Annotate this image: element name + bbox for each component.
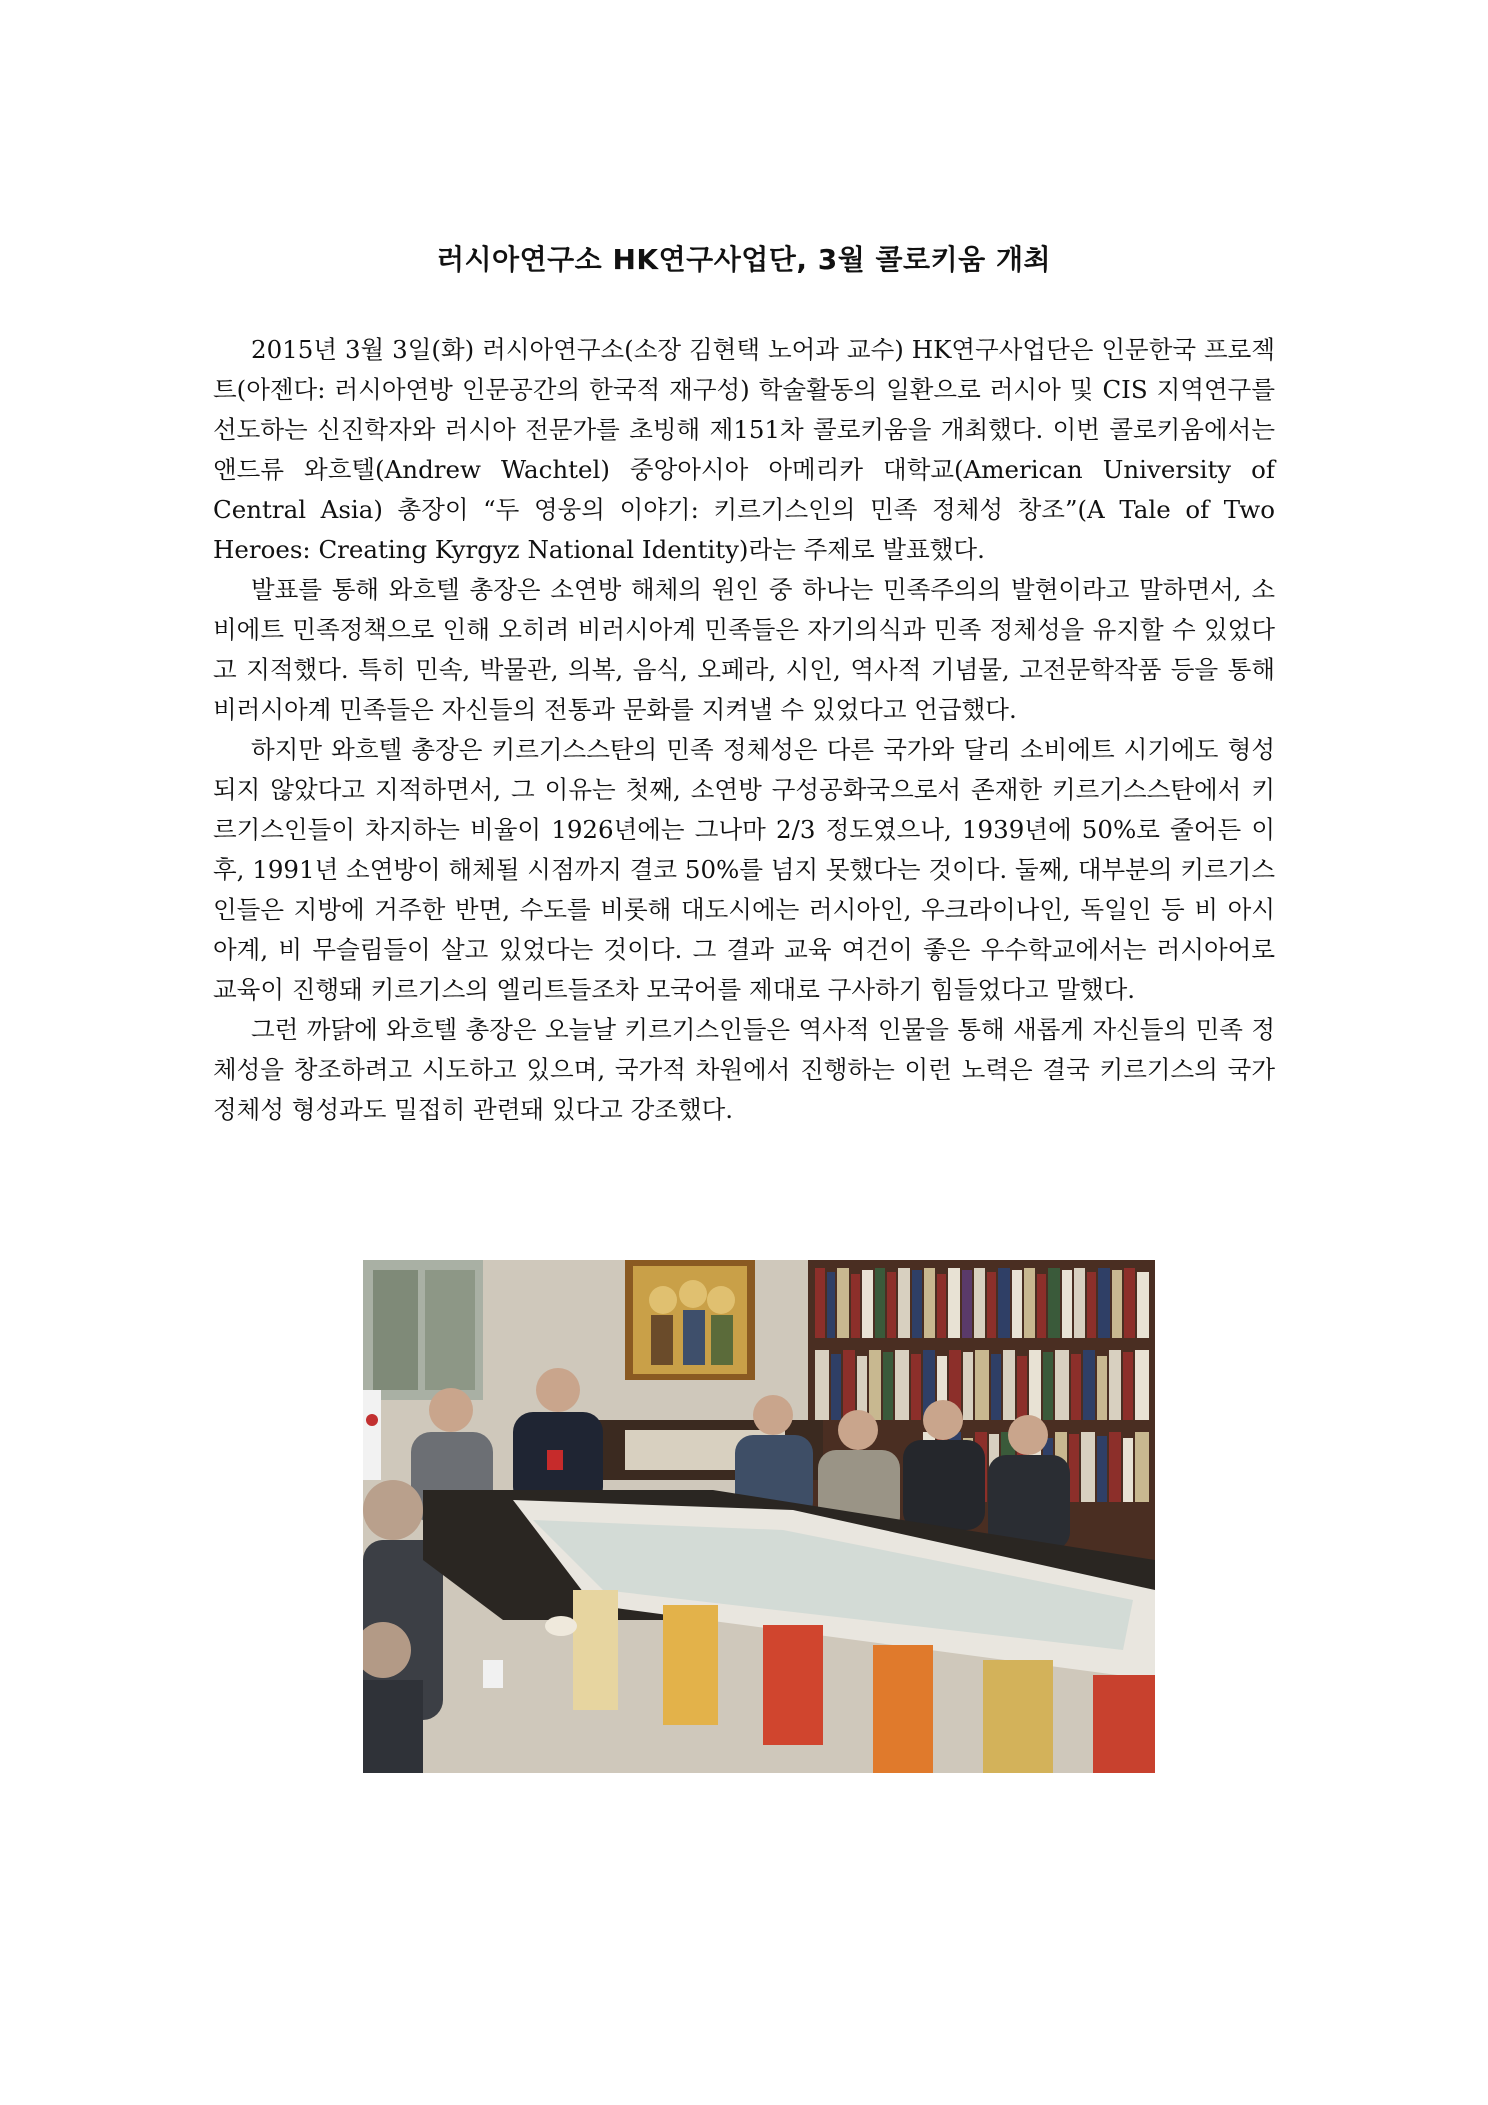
article-title: 러시아연구소 HK연구사업단, 3월 콜로키움 개최 xyxy=(436,243,1052,276)
paragraph-3: 하지만 와흐텔 총장은 키르기스스탄의 민족 정체성은 다른 국가와 달리 소비에트 시기에도 형성되지 않았다고 지적하면서, 그 이유는 첫째, 소연방 구성공화국으로서 존재한 키르기스스탄에서 키르기스인들이 차지하는 비율이 1926년에는 그나마 2/3 정도였으나, 1939년에 50%로 줄어든 이후, 1991년 소연방이 해체될 시점까지 결코 50%를 넘지 못했다는 것이다. 둘째, 대부분의 키르기스인들은 지방에 거주한 반면, 수도를 비롯해 대도시에는 러시아인, 우크라이나인, 독일인 등 비 아시아계, 비 무슬림들이 살고 있었다는 것이다. 그 결과 교육 여건이 좋은 우수학교에서는 러시아어로 교육이 진행돼 키르기스의 엘리트들조차 모국어를 제대로 구사하기 힘들었다고 말했다. xyxy=(213,735,1275,1004)
paragraph-2: 발표를 통해 와흐텔 총장은 소연방 해체의 원인 중 하나는 민족주의의 발현이라고 말하면서, 소비에트 민족정책으로 인해 오히려 비러시아계 민족들은 자기의식과 민족 정체성을 유지할 수 있었다고 지적했다. 특히 민속, 박물관, 의복, 음식, 오페라, 시인, 역사적 기념물, 고전문학작품 등을 통해 비러시아계 민족들은 자신들의 전통과 문화를 지켜낼 수 있었다고 언급했다. xyxy=(213,575,1275,724)
paragraph-1: 2015년 3월 3일(화) 러시아연구소(소장 김현택 노어과 교수) HK연구사업단은 인문한국 프로젝트(아젠다: 러시아연방 인문공간의 한국적 재구성) 학술활동의 일환으로 러시아 및 CIS 지역연구를 선도하는 신진학자와 러시아 전문가를 초빙해 제151차 콜로키움을 개최했다. 이번 콜로키움에서는 앤드류 와흐텔(Andrew Wachtel) 중앙아시아 아메리카 대학교(American University of Central Asia) 총장이 “두 영웅의 이야기: 키르기스인의 민족 정체성 창조”(A Tale of Two Heroes: Creating Kyrgyz National Identity)라는 주제로 발표했다. xyxy=(213,335,1275,564)
colloquium-photo xyxy=(363,1260,1155,1773)
paragraph-4: 그런 까닭에 와흐텔 총장은 오늘날 키르기스인들은 역사적 인물을 통해 새롭게 자신들의 민족 정체성을 창조하려고 시도하고 있으며, 국가적 차원에서 진행하는 이런 노력은 결국 키르기스의 국가 정체성 형성과도 밀접히 관련돼 있다고 강조했다. xyxy=(213,1015,1275,1124)
article-body xyxy=(213,330,1275,1130)
